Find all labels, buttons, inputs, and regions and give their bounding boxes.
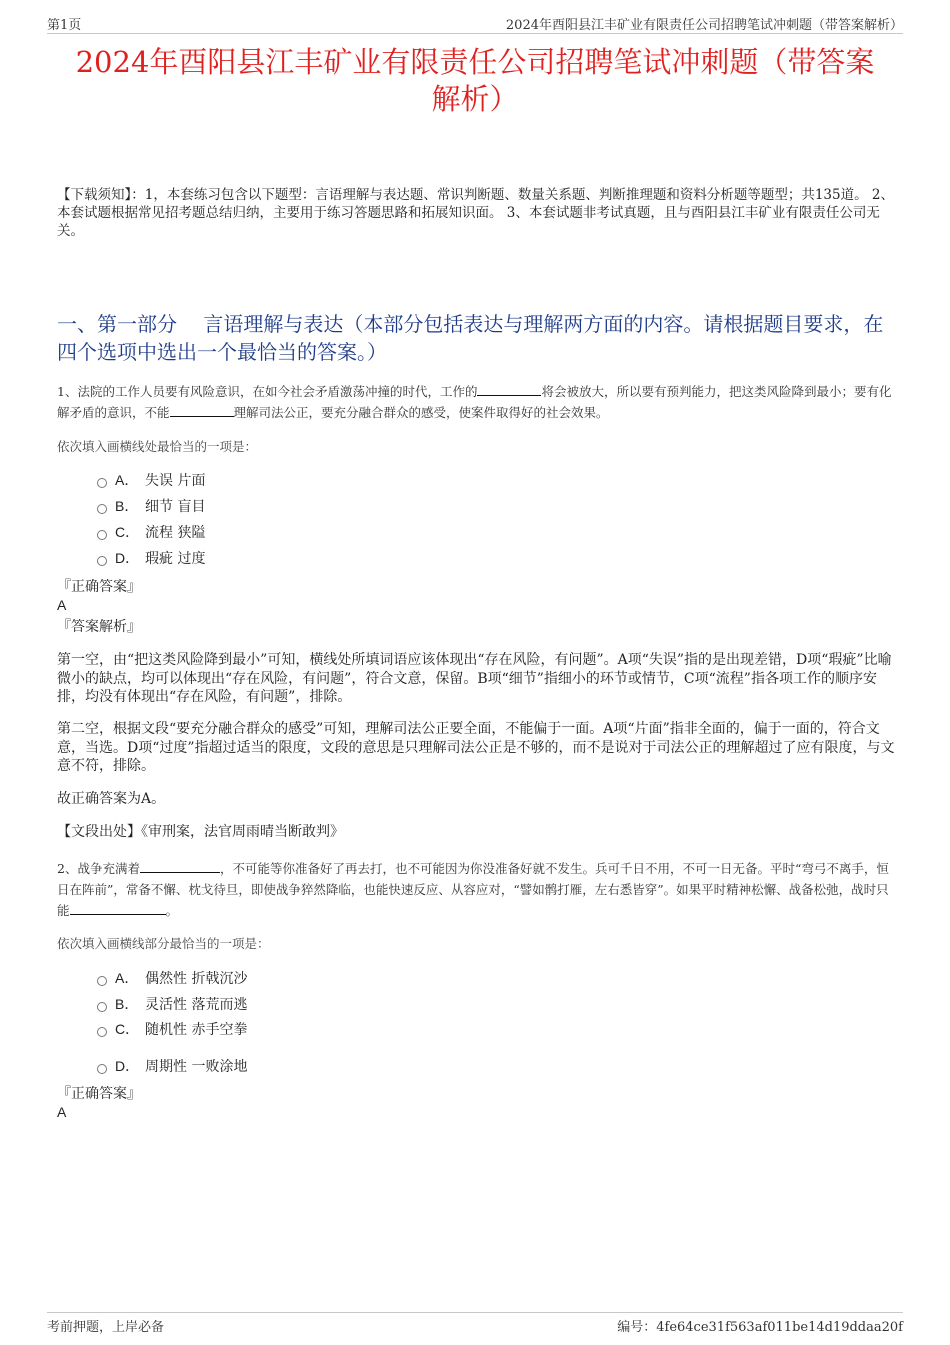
header-doc-title: 2024年酉阳县江丰矿业有限责任公司招聘笔试冲刺题（带答案解析） — [505, 18, 903, 33]
option-text: 周期性 一败涂地 — [145, 1059, 248, 1075]
q1-answer: A — [57, 597, 67, 613]
q1-option-b[interactable] — [97, 496, 205, 516]
q1-blank-2 — [170, 404, 234, 417]
q1-source: 【文段出处】《审刑案，法官周雨晴当断敢判》 — [57, 824, 344, 840]
question-1-text — [57, 381, 893, 423]
option-letter: C． — [115, 1021, 140, 1037]
option-text: 瑕疵 过度 — [145, 551, 206, 567]
q1-blank-1 — [477, 383, 541, 396]
option-text: 随机性 赤手空拳 — [145, 1022, 248, 1038]
radio-icon[interactable] — [97, 1064, 107, 1074]
q1-prompt: 依次填入画横线处最恰当的一项是： — [57, 439, 258, 454]
document-title — [50, 44, 900, 118]
q2-prompt: 依次填入画横线部分最恰当的一项是： — [57, 936, 270, 951]
title-line-2: 解析） — [431, 82, 519, 116]
q1-text-part1: 1、法院的工作人员要有风险意识，在如今社会矛盾激荡冲撞的时代，工作的 — [57, 384, 478, 399]
q2-text-part2: ，不可能等你准备好了再去打，也不可能因为你没准备好就不发生。兵可千日不用，不可一日无备。平时“弯弓不离手，恒日在阵前”，常备不懈、枕戈待旦，即使战争猝然降临，也能快速反应、从容应对，“譬如鹘打雁，左右悉皆穿”。如果平时精神松懈、战备松弛，战时只能 — [57, 861, 889, 918]
q1-option-d[interactable] — [97, 548, 205, 568]
question-2-text — [57, 858, 893, 921]
radio-icon[interactable] — [97, 478, 107, 488]
q1-option-a[interactable] — [97, 470, 205, 490]
q1-conclusion: 故正确答案为A。 — [57, 791, 166, 807]
radio-icon[interactable] — [97, 1027, 107, 1037]
q1-analysis-label: 『答案解析』 — [57, 619, 141, 635]
q2-answer: A — [57, 1104, 67, 1120]
page-header — [47, 14, 903, 34]
q2-option-b[interactable] — [97, 994, 247, 1014]
option-letter: D． — [115, 550, 140, 566]
q2-answer-label: 『正确答案』 — [57, 1086, 141, 1102]
footer-divider — [47, 1312, 903, 1313]
section-heading: 一、第一部分 言语理解与表达（本部分包括表达与理解两方面的内容。请根据题目要求，在四个选项中选出一个最恰当的答案。） — [57, 312, 884, 364]
q2-text-part1: 2、战争充满着 — [57, 861, 140, 876]
option-letter: B． — [115, 996, 139, 1012]
header-divider — [47, 33, 903, 34]
title-line-1: 2024年酉阳县江丰矿业有限责任公司招聘笔试冲刺题（带答案 — [75, 45, 875, 79]
radio-icon[interactable] — [97, 976, 107, 986]
option-text: 偶然性 折戟沉沙 — [145, 971, 248, 987]
page-footer — [47, 1316, 903, 1334]
q1-answer-label: 『正确答案』 — [57, 579, 141, 595]
radio-icon[interactable] — [97, 556, 107, 566]
q2-blank-2 — [70, 902, 166, 915]
footer-slogan: 考前押题，上岸必备 — [47, 1320, 165, 1335]
option-letter: B． — [115, 498, 139, 514]
download-notice: 【下载须知】：1，本套练习包含以下题型：言语理解与表达题、常识判断题、数量关系题、判断推理题和资料分析题等题型；共135道。 2、本套试题根据常见招考题总结归纳，主要用于练习答题思路和拓展知识面。 3、本套试题非考试真题，且与酉阳县江丰矿业有限责任公司无关。 — [57, 187, 894, 239]
q1-text-part3: 理解司法公正，要充分融合群众的感受，使案件取得好的社会效果。 — [233, 405, 609, 420]
option-text: 失误 片面 — [145, 473, 206, 489]
option-letter: C． — [115, 524, 140, 540]
q2-option-d[interactable] — [97, 1056, 247, 1076]
q2-option-a[interactable] — [97, 968, 247, 988]
option-letter: A． — [115, 472, 139, 488]
footer-serial: 编号：4fe64ce31f563af011be14d19ddaa20f — [617, 1320, 903, 1335]
option-text: 灵活性 落荒而逃 — [145, 997, 248, 1013]
q2-blank-1 — [140, 860, 220, 873]
option-letter: A． — [115, 970, 139, 986]
option-text: 流程 狭隘 — [145, 525, 206, 541]
radio-icon[interactable] — [97, 530, 107, 540]
radio-icon[interactable] — [97, 504, 107, 514]
option-letter: D． — [115, 1058, 140, 1074]
q1-analysis-para-2: 第二空，根据文段“要充分融合群众的感受”可知，理解司法公正要全面，不能偏于一面。A项“片面”指非全面的，偏于一面的，符合文意，当选。D项“过度”指超过适当的限度，文段的意思是只理解司法公正是不够的，而不是说对于司法公正的理解超过了应有限度，与文意不符，排除。 — [57, 721, 895, 774]
page-number: 第1页 — [47, 18, 82, 33]
q2-option-c[interactable] — [97, 1019, 247, 1039]
q1-option-c[interactable] — [97, 522, 205, 542]
q1-text-part2: 将会被放大，所以要有预判能力，把这类风险降到最小；要有化解矛盾的意识，不能 — [57, 384, 892, 420]
option-text: 细节 盲目 — [145, 499, 206, 515]
q1-analysis-para-1: 第一空，由“把这类风险降到最小”可知，横线处所填词语应该体现出“存在风险，有问题”。A项“失误”指的是出现差错，D项“瑕疵”比喻微小的缺点，均可以体现出“存在风险，有问题”，符合文意，保留。B项“细节”指细小的环节或情节，C项“流程”指各项工作的顺序安排，均没有体现出“存在风险，有问题”，排除。 — [57, 652, 892, 705]
q2-text-part3: 。 — [165, 903, 179, 918]
radio-icon[interactable] — [97, 1002, 107, 1012]
